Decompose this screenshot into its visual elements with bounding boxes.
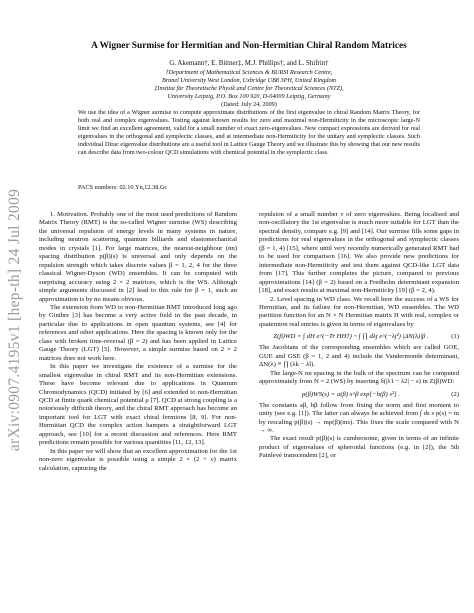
- paragraph: The large-N nn spacing in the bulk of the spectrum can be computed approximately from N = 2 (WS) by inserting δ(|λ1 − λ2| − s) in Z(β)WD:: [259, 369, 459, 386]
- equation-1: [259, 332, 459, 341]
- paragraph: In this paper we investigate the existence of a surmise for the smallest eigenvalue in chiral RMT and its non-Hermitian extensions. These have become relevant due to applications in Quantum Chromodynamics (QCD) initiated by [6] and extended to non-Hermitian QCD at finite quark chemical potential μ [7]. QCD at strong coupling is a notoriously difficult theory, and the chiral RMT approach has become an important tool for LGT with exact chiral fermions [8, 9]. For non-Hermitian QCD the complex action hampers a straightforward LGT approach, see [10] for a recent discussion and references. Here RMT predictions remain possible for various quantities [11, 12, 13].: [39, 363, 237, 447]
- paragraph: In this paper we will show that an excellent approximation for the 1st non-zero eigenvalue is possible using a simple 2 × (2 + ν) matrix calculation, capturing the: [39, 447, 237, 472]
- affiliations: [40, 69, 458, 109]
- equation-2: [259, 390, 459, 399]
- equation-1-body: Z(β)WD = ∫ dH e^(−Tr HH†) ~ ∫ ∏ dλj e^(−λj²) |ΔN(λ)|β .: [273, 333, 429, 341]
- affiliation-line: †Department of Mathematical Sciences & BURSI Research Centre,: [165, 69, 333, 76]
- paragraph: The Jacobians of the corresponding ensembles which are called GOE, GUE and GSE (β = 1, 2 and 4) include the Vandermonde determinant, ΔN(λ) ≡ ∏ (λk − λl).: [259, 344, 459, 369]
- equation-2-number: (2): [451, 390, 459, 398]
- affiliation-line: University Leipzig, P.O. Box 100 920, D-04009 Leipzig, Germany: [167, 92, 331, 100]
- left-column: [39, 211, 237, 473]
- equation-1-number: (1): [451, 333, 459, 341]
- paragraph: 2. Level spacing in WD class. We recall here the success of a WS for Hermitian, and its failure for non-Hermitian, WD ensembles. The WD partition function for an N × N Hermitian matrix H with real, complex or quaternion real entries is given in terms of eigenvalues by: [259, 295, 459, 328]
- date-line: (Dated: July 24, 2009): [221, 100, 277, 108]
- arxiv-stamp-text: arXiv:0907.4195v1 [hep-th] 24 Jul 2009: [6, 188, 24, 452]
- paragraph: The exact result p(β)(s) is cumbersome, given in terms of an infinite product of eigenvalues of spheroidal functions (e.g. in [2]), the 5th Painlevé transcendent [2], or: [259, 435, 459, 460]
- paper-title: A Wigner Surmise for Hermitian and Non-Hermitian Chiral Random Matrices: [91, 41, 407, 51]
- affiliation-line: Brunel University West London, Uxbridge UB8 3PH, United Kingdom: [161, 76, 337, 84]
- equation-2-body: p(β)WS(s) = a(β) s^β exp[−b(β) s²] .: [302, 390, 400, 398]
- author-list: G. Akemann†, E. Bittner‡, M.J. Phillips†, and L. Shifrin†: [169, 60, 329, 67]
- abstract: We use the idea of a Wigner surmise to compute approximate distributions of the first eigenvalue in chiral Random Matrix Theory, for both real and complex eigenvalues. Testing against known results for zero and maximal non-Hermiticity in the microscopic large-N limit we find an excellent agreement, valid for a small number of exact zero-eigenvalues. New compact expressions are derived for real eigenvalues in the orthogonal and symplectic classes, and at intermediate non-Hermiticity for the unitary and symplectic classes. Such individual Dirac eigenvalue distributions are a useful tool in Lattice Gauge Theory and we illustrate this by showing that our new results can describe data from two-colour QCD simulations with chemical potential in the symplectic class.: [78, 109, 420, 156]
- paragraph: The extension from WD to non-Hermitian RMT introduced long ago by Ginibre [3] has become a very active field in the past decade, in particular due to applications in open quantum systems, see [4] for references and other applications. Here the spacing is known only for the class with broken time-reversal (β = 2) and has been applied in Lattice Gauge Theory (LGT) [5]. However, a simple surmise based on 2 × 2 matrices does not work here.: [39, 303, 237, 362]
- right-column: [259, 211, 459, 461]
- arxiv-stamp: [4, 170, 26, 470]
- paragraph: The constants aβ, bβ follow from fixing the norm and first moment to unity (see e.g. [1]). The latter can always be achieved from ∫ ds s p(s) = m by rescaling p(β)(s) → mp(β)(ms). This fixes the scale compared with N → ∞.: [259, 401, 459, 434]
- pacs-numbers: PACS numbers: 02.10.Yn,12.38.Gc: [78, 184, 168, 191]
- paragraph: repulsion of a small number ν of zero eigenvalues. Being localised and non-oscillatory the 1st eigenvalue is much more suitable for LGT than the spectral density, compare e.g. [9] and [14]. Our surmise fills some gaps in predictions for real eigenvalues in the orthogonal and symplectic classes (β = 1, 4) [15], where until very recently numerically generated RMT had to be used for comparison [16]. We also provide new predictions for intermediate non-Hermiticity and test them against QCD-like LGT data from [17]. This further completes the picture, compared to previous approximations [14] (β = 2) based on a Fredholm determinant expansion [18], and exact results at maximal non-Hermiticity [19] (β = 2, 4).: [259, 211, 459, 295]
- paragraph: 1. Motivation. Probably one of the most used predictions of Random Matrix Theory (RMT) is the so-called Wigner surmise (WS) describing the universal repulsion of energy levels in many systems in nature, including neutron scattering, quantum billiards and elastomechanical modes in crystals [1]. For large matrices, the nearest-neighbour (nn) spacing distribution p(β)(s) is universal and only depends on the repulsion strength which takes discrete values β = 1, 2, 4 for the three classical Wigner-Dyson (WD) ensembles. It can be computed with surprising accuracy using 2 × 2 matrices, which is the WS. Although simple arguments discussed in [2] lead to this rule for β = 1, such an approximation is by no means obvious.: [39, 211, 237, 303]
- affiliation-line: ‡Institut für Theoretische Physik and Centre for Theoretical Sciences (NTZ),: [154, 84, 344, 92]
